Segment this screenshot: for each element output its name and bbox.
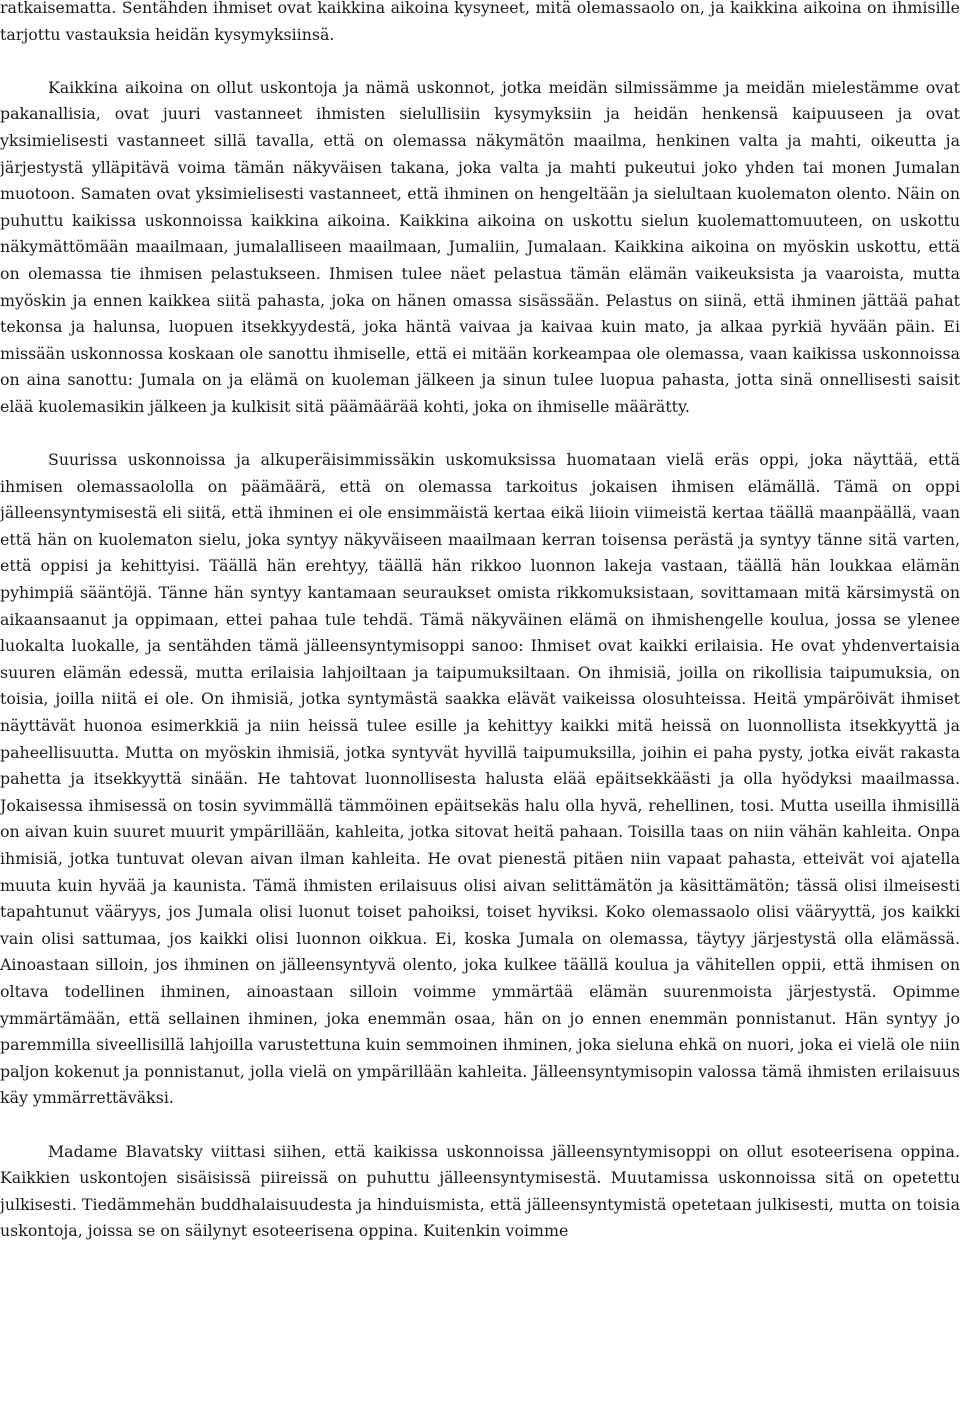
paragraph-1: ratkaisematta. Sentähden ihmiset ovat kaikkina aikoina kysyneet, mitä olemassaolo on, ja kaikkina aikoina on ihmisille tarjottu vastauksia heidän kysymyksiinsä. (0, 0, 960, 44)
paragraph-4: Madame Blavatsky viittasi siihen, että kaikissa uskonnoissa jälleensyntymisoppi on ollut esoteerisena oppina. Kaikkien uskontojen sisäisissä piireissä on puhuttu jälleensyntymisestä. Muutamissa uskonnoissa sitä on opetettu julkisesti. Tiedämmehän buddhalaisuudesta ja hinduismista, että jälleensyntymistä opetetaan julkisesti, mutta on toisia uskontoja, joissa se on säilynyt esoteerisena oppina. Kuitenkin voimme (0, 1141, 960, 1241)
paragraph-2: Kaikkina aikoina on ollut uskontoja ja nämä uskonnot, jotka meidän silmissämme ja meidän mielestämme ovat pakanallisia, ovat juuri vastanneet ihmisten sielullisiin kysymyksiin ja heidän henkensä kaipuuseen ja ovat yksimielisesti vastanneet sillä tavalla, että on olemassa näkymätön maailma, henkinen valta ja mahti, oikeutta ja järjestystä ylläpitävä voima tämän näkyväisen takana, joka valta ja mahti pukeutui joko yhden tai monen Jumalan muotoon. Samaten ovat yksimielisesti vastanneet, että ihminen on hengeltään ja sielultaan kuolematon olento. Näin on puhuttu kaikissa uskonnoissa kaikkina aikoina. Kaikkina aikoina on uskottu sielun kuolemattomuuteen, on uskottu näkymättömään maailmaan, jumalalliseen maailmaan, Jumaliin, Jumalaan. Kaikkina aikoina on myöskin uskottu, että on olemassa tie ihmisen pelastukseen. Ihmisen tulee näet pelastua tämän elämän vaikeuksista ja vaaroista, mutta myöskin ja ennen kaikkea siitä pahasta, joka on hänen omassa sisässään. Pelastus on siinä, että ihminen jättää pahat tekonsa ja halunsa, luopuen itsekkyydestä, joka häntä vaivaa ja kaivaa kuin mato, ja alkaa pyrkiä hyvään päin. Ei missään uskonnossa koskaan ole sanottu ihmiselle, että ei mitään korkeampaa ole olemassa, vaan kaikissa uskonnoissa on aina sanottu: Jumala on ja elämä on kuoleman jälkeen ja sinun tulee luopua pahasta, jotta sinä onnellisesti saisit elää kuolemasikin jälkeen ja kulkisit sitä päämäärää kohti, joka on ihmiselle määrätty. (0, 77, 960, 416)
paragraph-3: Suurissa uskonnoissa ja alkuperäisimmissäkin uskomuksissa huomataan vielä eräs oppi, joka näyttää, että ihmisen olemassaololla on päämäärä, että on olemassa tarkoitus jokaisen ihmisen elämällä. Tämä on oppi jälleensyntymisestä eli siitä, että ihminen ei ole ensimmäistä kertaa eikä liioin viimeistä kertaa täällä maanpäällä, vaan että hän on kuolematon sielu, joka syntyy näkyväiseen maailmaan kerran toisensa perästä ja syntyy tänne sitä varten, että oppisi ja kehittyisi. Täällä hän erehtyy, täällä hän rikkoo luonnon lakeja vastaan, täällä hän loukkaa elämän pyhimpiä sääntöjä. Tänne hän syntyy kantamaan seuraukset omista rikkomuksistaan, sovittamaan mitä kärsimystä on aikaansaanut ja oppimaan, ettei pahaa tule tehdä. Tämä näkyväinen elämä on ihmishengelle koulua, jossa se ylenee luokalta luokalle, ja sentähden tämä jälleensyntymisoppi sanoo: Ihmiset ovat kaikki erilaisia. He ovat yhdenvertaisia suuren elämän edessä, mutta erilaisia lahjoiltaan ja taipumuksiltaan. On ihmisiä, joilla on rikollisia taipumuksia, on toisia, joilla niitä ei ole. On ihmisiä, jotka syntymästä saakka elävät vaikeissa olosuhteissa. Heitä ympäröivät ihmiset näyttävät huonoa esimerkkiä ja niin heissä tulee esille ja kehittyy kaikki mitä heissä on luonnollista itsekkyyttä ja paheellisuutta. Mutta on myöskin ihmisiä, jotka syntyvät hyvillä taipumuksilla, joihin ei paha pysty, jotka eivät rakasta pahetta ja itsekkyyttä sinään. He tahtovat luonnollisesta halusta elää epäitsekkäästi ja olla hyödyksi maailmassa. Jokaisessa ihmisessä on tosin syvimmällä tämmöinen epäitsekäs halu olla hyvä, rehellinen, tosi. Mutta useilla ihmisillä on aivan kuin suuret muurit ympärillään, kahleita, jotka sitovat heitä pahaan. Toisilla taas on niin vähän kahleita. Onpa ihmisiä, jotka tuntuvat olevan aivan ilman kahleita. He ovat pienestä pitäen niin vapaat pahasta, etteivät voi ajatella muuta kuin hyvää ja kaunista. Tämä ihmisten erilaisuus olisi aivan selittämätön ja käsittämätön; tässä olisi ilmeisesti tapahtunut vääryys, jos Jumala olisi luonut toiset pahoiksi, toiset hyviksi. Koko olemassaolo olisi vääryyttä, jos kaikki vain olisi sattumaa, jos kaikki olisi luonnon oikkua. Ei, koska Jumala on olemassa, täytyy järjestystä olla elämässä. Ainoastaan silloin, jos ihminen on jälleensyntyvä olento, joka kulkee täällä koulua ja vähitellen oppii, että ihmisen on oltava todellinen ihminen, ainoastaan silloin voimme ymmärtää elämän suurenmoista järjestystä. Opimme ymmärtämään, että sellainen ihminen, joka enemmän osaa, hän on jo ennen enemmän ponnistanut. Hän syntyy jo paremmilla siveellisillä lahjoilla varustettuna kuin semmoinen ihminen, joka sieluna ehkä on nuori, joka ei vielä ole niin paljon kokenut ja ponnistanut, jolla vielä on ympärillään kahleita. Jälleensyntymisopin valossa tämä ihmisten erilaisuus käy ymmärrettäväksi. (0, 450, 960, 1108)
